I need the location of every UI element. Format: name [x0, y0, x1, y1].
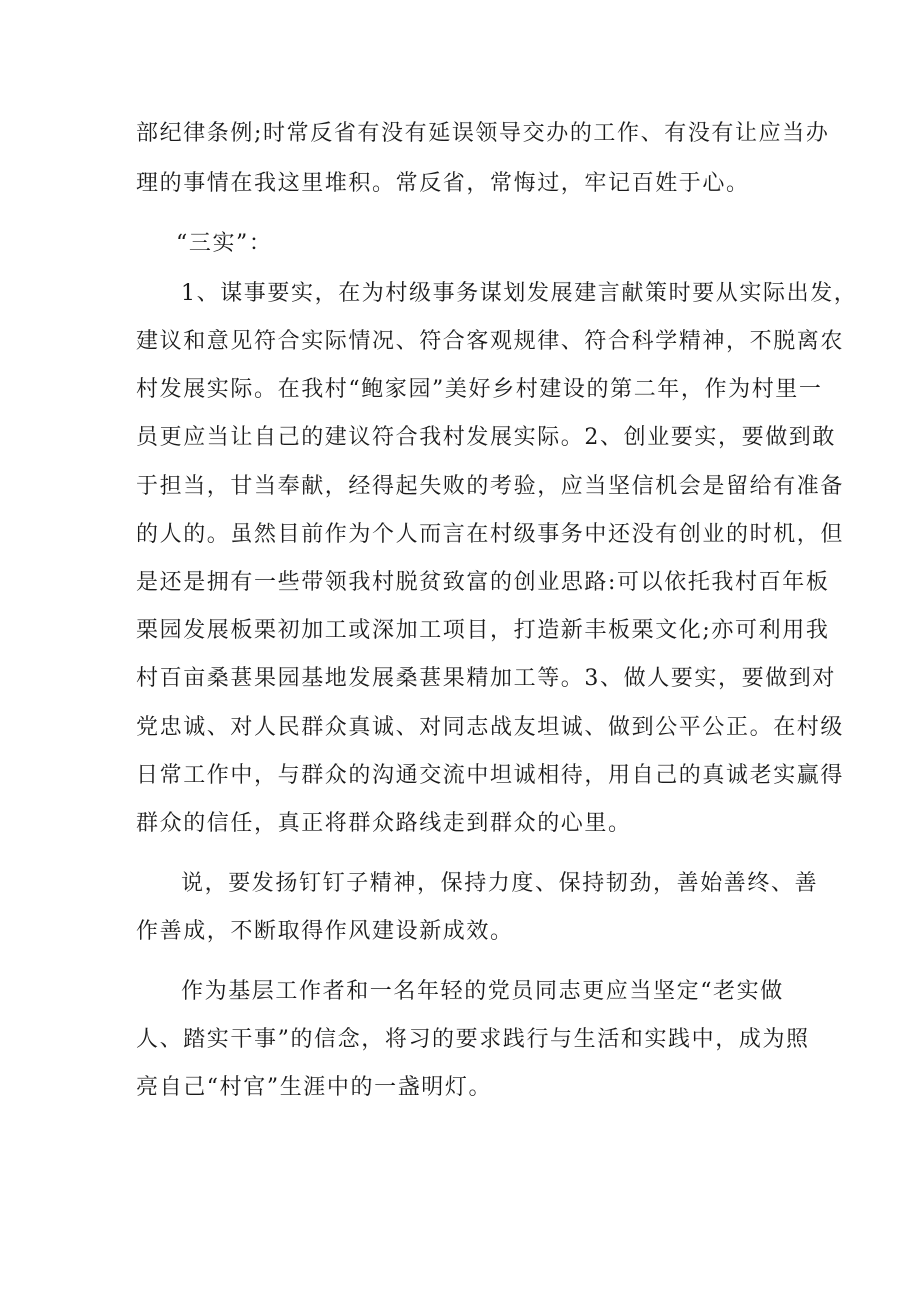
text-line: 建议和意见符合实际情况、符合客观规律、符合科学精神，不脱离农	[136, 329, 845, 354]
text-line: 党忠诚、对人民群众真诚、对同志战友坦诚、做到公平公正。在村级	[136, 715, 845, 740]
text-line: 理的事情在我这里堆积。常反省，常悔过，牢记百姓于心。	[136, 171, 750, 196]
text-line: 1、谋事要实，在为村级事务谋划发展建言献策时要从实际出发，	[181, 281, 858, 306]
section-heading: “三实”：	[176, 231, 273, 256]
text-line: 员更应当让自己的建议符合我村发展实际。2、创业要实，要做到敢	[136, 425, 836, 450]
text-line: 作善成，不断取得作风建设新成效。	[136, 919, 514, 944]
text-line: 亮自己“村官”生涯中的一盏明灯。	[136, 1075, 493, 1100]
text-line: 群众的信任，真正将群众路线走到群众的心里。	[136, 811, 632, 836]
text-line: 村百亩桑葚果园基地发展桑葚果精加工等。3、做人要实，要做到对	[136, 666, 836, 691]
text-line: 部纪律条例;时常反省有没有延误领导交办的工作、有没有让应当办	[136, 121, 830, 146]
text-line: 的人的。虽然目前作为个人而言在村级事务中还没有创业的时机，但	[136, 522, 845, 547]
text-line: 作为基层工作者和一名年轻的党员同志更应当坚定“老实做	[181, 979, 784, 1004]
text-line: 村发展实际。在我村“鲍家园”美好乡村建设的第二年，作为村里一	[136, 377, 823, 402]
text-line: 说，要发扬钉钉子精神，保持力度、保持韧劲，善始善终、善	[181, 871, 819, 896]
text-line: 日常工作中，与群众的沟通交流中坦诚相待，用自己的真诚老实赢得	[136, 763, 845, 788]
text-line: 栗园发展板栗初加工或深加工项目，打造新丰板栗文化;亦可利用我	[136, 618, 830, 643]
text-line: 人、踏实干事”的信念，将习的要求践行与生活和实践中，成为照	[136, 1027, 810, 1052]
text-line: 于担当，甘当奉献，经得起失败的考验，应当坚信机会是留给有准备	[136, 474, 845, 499]
text-line: 是还是拥有一些带领我村脱贫致富的创业思路:可以依托我村百年板	[136, 570, 830, 595]
